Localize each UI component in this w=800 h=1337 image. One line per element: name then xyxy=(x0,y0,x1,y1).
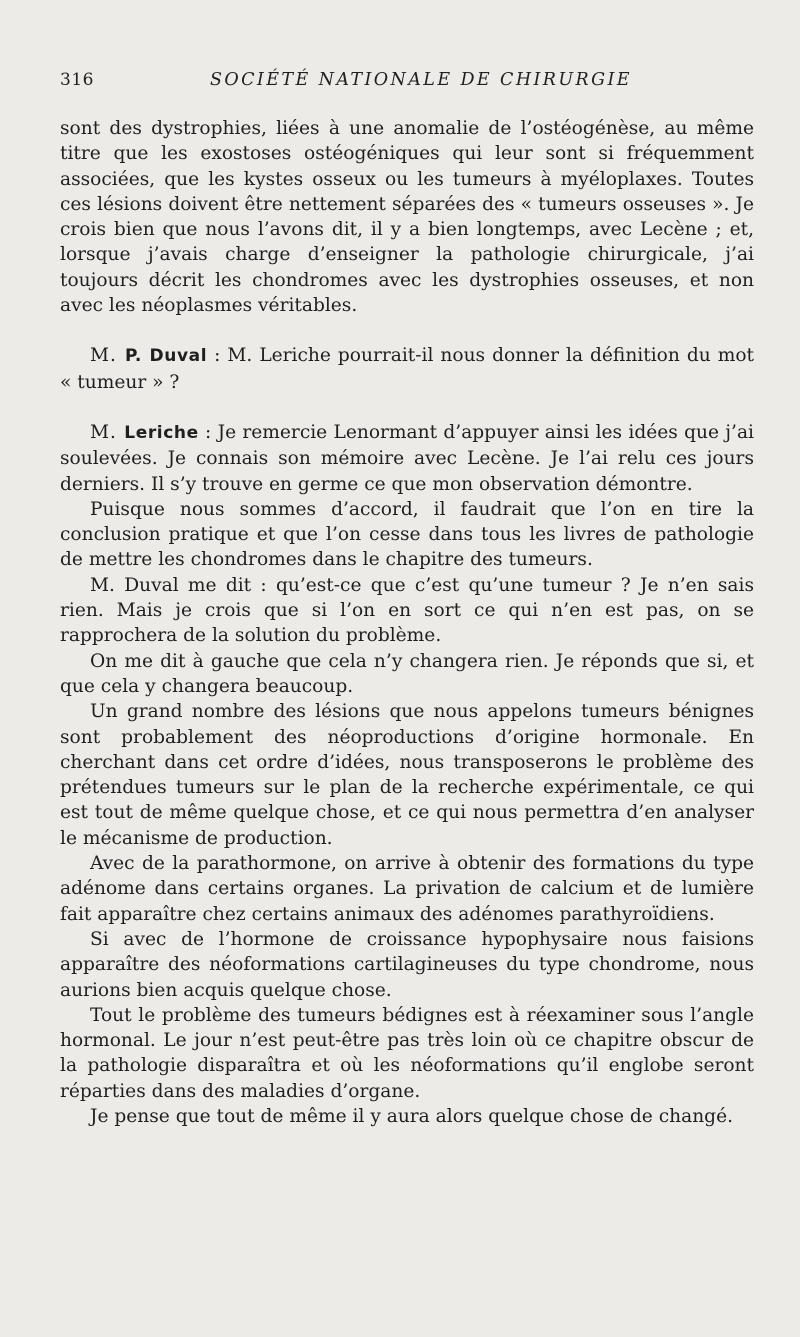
leriche-reply-text: : Je remercie Lenormant d’appuyer ainsi les idées que j’ai soulevées. Je connais son mémoire avec Lecène. Je l’ai relu ces jours derniers. Il s’y trouve en germe ce que mon observation démontre. xyxy=(60,421,754,495)
paragraph: Je pense que tout de même il y aura alors quelque chose de changé. xyxy=(90,1105,733,1127)
paragraph: Si avec de l’hormone de croissance hypophysaire nous faisions apparaître des néoformations cartilagineuses du type chondrome, nous aurions bien acquis quelque chose. xyxy=(60,928,754,1001)
paragraph-continuation: sont des dystrophies, liées à une anomalie de l’ostéogénèse, au même titre que les exostoses ostéogéniques qui leur sont si fréquemment associées, que les kystes osseux ou les tumeurs à myéloplaxes. Toutes ces lésions doivent être nettement séparées des « tumeurs osseuses ». Je crois bien que nous l’avons dit, il y a bien longtemps, avec Lecène ; et, lorsque j’avais charge d’enseigner la pathologie chirurgicale, j’ai toujours décrit les chondromes avec les dystrophies osseuses, et non avec les néoplasmes véritables. xyxy=(60,118,754,317)
paragraph: Tout le problème des tumeurs bédignes est à réexaminer sous l’angle hormonal. Le jour n’est peut-être pas très loin où ce chapitre obscur de la pathologie disparaîtra et où les néoformations qu’il englobe seront réparties dans des maladies d’organe. xyxy=(60,1004,754,1102)
speaker-name-duval: P. Duval xyxy=(124,346,208,367)
duval-question-text: : M. Leriche pourrait-il nous donner la définition du mot « tumeur » ? xyxy=(60,345,754,393)
paragraph: On me dit à gauche que cela n’y changera rien. Je réponds que si, et que cela y changera beaucoup. xyxy=(60,650,754,697)
body-text xyxy=(60,116,754,1129)
speaker-prefix: M. xyxy=(90,421,125,443)
paragraph-leriche-reply xyxy=(60,420,754,497)
paragraph: Puisque nous sommes d’accord, il faudrait que l’on en tire la conclusion pratique et que l’on cesse dans tous les livres de pathologie de mettre les chondromes dans le chapitre des tumeurs. xyxy=(60,498,754,571)
page-number: 316 xyxy=(60,70,94,90)
paragraph: M. Duval me dit : qu’est-ce que c’est qu’une tumeur ? Je n’en sais rien. Mais je crois que si l’on en sort ce qui n’en est pas, on se rapprochera de la solution du problème. xyxy=(60,574,754,647)
speaker-name-leriche: Leriche xyxy=(124,422,199,443)
speaker-prefix: M. xyxy=(90,345,125,367)
journal-title: SOCIÉTÉ NATIONALE DE CHIRURGIE xyxy=(210,70,632,90)
paragraph-duval-question xyxy=(60,343,754,395)
running-head xyxy=(60,70,750,96)
paragraph: Un grand nombre des lésions que nous appelons tumeurs bénignes sont probablement des néoproductions d’origine hormonale. En cherchant dans cet ordre d’idées, nous transposerons le problème des prétendues tumeurs sur le plan de la recherche expérimentale, ce qui est tout de même quelque chose, et ce qui nous permettra d’en analyser le mécanisme de production. xyxy=(60,701,754,849)
paragraph: Avec de la parathormone, on arrive à obtenir des formations du type adénome dans certains organes. La privation de calcium et de lumière fait apparaître chez certains animaux des adénomes parathyroïdiens. xyxy=(60,853,754,925)
